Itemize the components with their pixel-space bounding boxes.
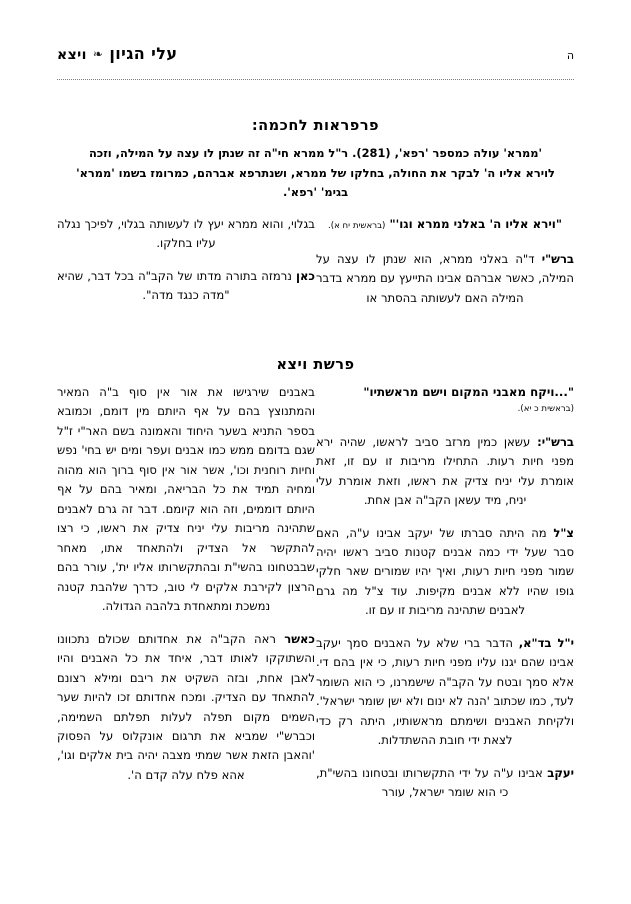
main-right-paragraph-1-text: עשאן כמין מרזב סביב לראשו, שהיה ירא מפני חיות רעות. התחילו מריבות זו עם זו, זאת אומרת עלי יניח צדיק את ראשו, וזאת אומרת עלי יניח, מיד עשאן הקב"ה אבן אחת. — [316, 434, 574, 508]
main-verse-quote — [316, 383, 574, 417]
book-title: עלי הגיון — [109, 44, 178, 63]
main-left-paragraph-2-text: ראה הקב"ה את אחדותם שכולם נתכוונו והשתוקקו לאותו דבר, איחד את כל האבנים והיו לאבן אחת, ובזה השקיט את ריבם ומילא רצונם להתאחד עם הצדיק. ומכח אחדותם זכו להיות שער השמים מקום תפלה לעלות תפלתם השמימה, וכברש"י שמביא את תרגום אונקלוס על הפסוק 'והאבן הזאת אשר שמתי מצבה יהיה בית אלקים וגו', אהא פלח עלה קדם ה'. — [57, 631, 315, 782]
main-right-paragraph-2 — [316, 524, 574, 621]
parashat-section-title: פרשת ויצא — [276, 357, 355, 373]
top-left-paragraph-2-lead: כאן — [296, 268, 315, 283]
running-header — [57, 44, 574, 70]
main-right-paragraph-4-text: אבינו ע"ה על ידי התקשרותו ובטחונו בהשי"ת, כי הוא שומר ישראל, עורר — [316, 765, 548, 800]
top-right-paragraph — [316, 250, 574, 308]
top-left-paragraph-2 — [57, 267, 315, 306]
header-divider — [57, 79, 574, 81]
fleuron-ornament-icon: ❧ — [92, 47, 104, 61]
parparaot-body-text: 'ממרא' עולה כמספר 'רפא', (281). ר"ל ממרא חי"ה זה שנתן לו עצה על המילה, וזכה לוירא אליו ה' לבקר את החולה, בחלקו של ממרא, ושנתרפא אברהם, כמרומז בשמו 'ממרא' בגימ' 'רפא'. — [76, 146, 555, 200]
header-parasha-name: ויצא — [57, 47, 87, 63]
main-left-column — [57, 383, 315, 861]
main-right-paragraph-2-text: מה היתה סברתו של יעקב אבינו ע"ה, האם סבר שעל ידי כמה אבנים קטנות סביב ראשו יהיה שמור מפני חיות רעות, ואיך יהיו שמורים שאר חלקי גופו שהיו ללא אבנים מקיפות. עוד צ"ל מה גרם לאבנים שתהינה מריבות זו עם זו. — [316, 525, 574, 618]
main-verse-citation: (בראשית כ יא). — [517, 403, 574, 414]
main-right-paragraph-4-lead: יעקב — [547, 765, 574, 780]
top-right-paragraph-lead: ברש"י — [541, 251, 574, 266]
main-right-paragraph-2-lead: צ"ל — [553, 525, 574, 540]
main-verse-text: "...ויקח מאבני המקום וישם מראשתיו" — [363, 385, 574, 399]
folio-number: ה — [566, 49, 574, 62]
main-columns — [57, 383, 574, 861]
top-columns — [57, 215, 574, 335]
top-verse-citation: (בראשית יח א). — [327, 221, 386, 231]
header-title-group — [57, 44, 177, 63]
main-right-column — [316, 383, 574, 861]
top-left-column — [57, 215, 315, 335]
parparaot-section-title: פרפראות לחכמה: — [251, 118, 380, 134]
main-right-paragraph-3-lead: י"ל בד"א, — [518, 635, 575, 650]
top-left-paragraph-2-text: נרמזה בתורה מדתו של הקב"ה בכל דבר, שהיא "מדה כנגד מדה". — [57, 268, 296, 303]
main-left-paragraph-2-lead: כאשר — [284, 631, 315, 646]
main-right-paragraph-1 — [316, 433, 574, 511]
main-left-paragraph-2 — [57, 630, 315, 786]
top-right-column — [316, 215, 574, 335]
top-verse-quote — [316, 215, 574, 234]
main-right-paragraph-3-text: הדבר ברי שלא על האבנים סמך יעקב אבינו שהם יגנו עליו מפני חיות רעות, כי אין בהם די. אלא סמך ובטח על הקב"ה שישמרנו, כי הוא השומר לעד, כמו שכתוב 'הנה לא ינום ולא ישן שומר ישראל'. ולקיחת האבנים ושימתם מראשותיו, היתה רק כדי לצאת ידי חובת ההשתדלות. — [316, 635, 574, 748]
top-verse-text: "וירא אליו ה' באלני ממרא וגו'" — [389, 217, 562, 231]
top-right-paragraph-text: ד"ה באלני ממרא, הוא שנתן לו עצה על המילה, כאשר אברהם אבינו התייעץ עם ממרא בדבר המילה האם לעשותה בהסתר או — [316, 251, 574, 305]
main-right-paragraph-1-lead: ברש"י: — [537, 434, 574, 449]
top-left-paragraph-continuation: בגלוי, והוא ממרא יעץ לו לעשותה בגלוי, לפיכך נגלה עליו בחלקו. — [57, 217, 315, 251]
main-left-paragraph-1: באבנים שירגישו את אור אין סוף ב"ה המאיר והמתנוצץ בהם על אף היותם מין דומם, וכמובא בספר התניא בשער היחוד והאמונה בשם האר"י ז"ל שגם בדומם ממש כמו אבנים ועפר ומים יש בחי' נפש וחיות רוחנית וכו', אשר אור אין סוף ברוך הוא מהוה ומחיה תמיד את כל הבריאה, ומאיר בהם על אף היותם דוממים, וזה הוא קיומם. דבר זה גרם לאבנים שתהינה מריבות עלי יניח צדיק את ראשו, כי רצו להתקשר אל הצדיק ולהתאחד אתו, מאחר שבבטחונו בהשי"ת ובהתקשרותו אליו ית', עורר בהם הרצון לקירבת אלקים לי טוב, כדרך שלהבת קטנה נמשכת ומתאחדת בלהבה הגדולה. — [57, 385, 315, 614]
main-right-paragraph-3 — [316, 634, 574, 751]
main-right-paragraph-4 — [316, 764, 574, 803]
